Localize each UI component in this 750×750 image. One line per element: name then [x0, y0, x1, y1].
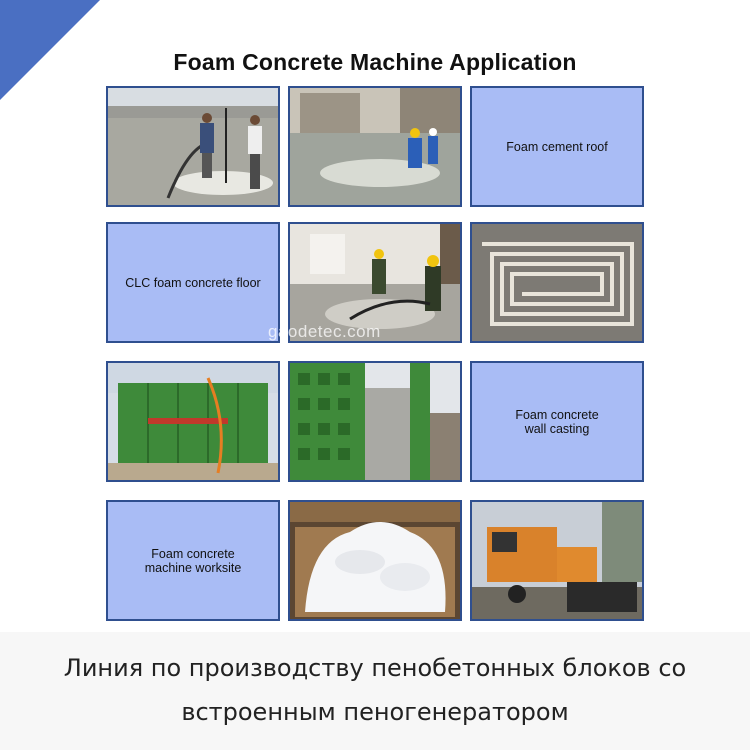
- photo-white-foam-mold: [288, 500, 462, 621]
- caption-banner: [0, 632, 750, 750]
- page-title: Foam Concrete Machine Application: [173, 49, 577, 75]
- photo-foam-machine-worksite: [470, 500, 644, 621]
- photo-building-site-foam: [288, 86, 462, 207]
- label-wall: Foam concrete wall casting: [515, 407, 599, 436]
- label-tile-worksite: [106, 500, 280, 621]
- caption-line-2: встроенным пеногенератором: [181, 698, 569, 726]
- photo-floor-heating-pipes: [470, 222, 644, 343]
- label-tile-wall: [470, 361, 644, 482]
- caption-line-1: Линия по производству пенобетонных блоков со: [63, 654, 687, 682]
- label-worksite: Foam concrete machine worksite: [144, 546, 242, 575]
- label-tile-roof: [470, 86, 644, 207]
- photo-formwork-green-panels: [106, 361, 280, 482]
- photo-workers-pouring-foam: [106, 86, 280, 207]
- label-roof: Foam cement roof: [506, 139, 608, 154]
- photo-wall-casting-formwork: [288, 361, 462, 482]
- label-tile-floor: [106, 222, 280, 343]
- label-floor: CLC foam concrete floor: [125, 275, 261, 290]
- watermark: gaodetec.com: [268, 322, 381, 341]
